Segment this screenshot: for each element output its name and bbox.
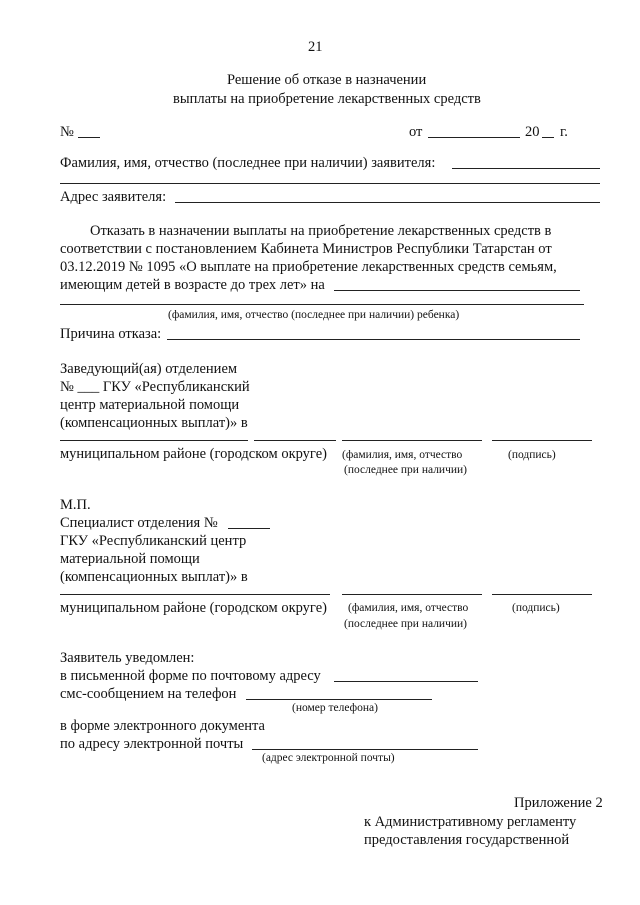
specialist-line-4: (компенсационных выплат)» в bbox=[60, 569, 248, 585]
notified-title: Заявитель уведомлен: bbox=[60, 650, 195, 666]
specialist-signature-blank bbox=[492, 594, 592, 595]
phone-caption: (номер телефона) bbox=[292, 702, 378, 714]
email-caption: (адрес электронной почты) bbox=[262, 752, 395, 764]
specialist-signature-caption: (подпись) bbox=[512, 602, 560, 614]
head-fio-caption-1: (фамилия, имя, отчество bbox=[342, 449, 463, 461]
applicant-address-label: Адрес заявителя: bbox=[60, 189, 167, 205]
number-label: № bbox=[60, 124, 74, 140]
notified-electronic-line-2: по адресу электронной почты bbox=[60, 736, 244, 752]
body-line-4: имеющим детей в возрасте до трех лет» на bbox=[60, 277, 325, 293]
title-line-2: выплаты на приобретение лекарственных средств bbox=[173, 91, 481, 107]
body-line-2: соответствии с постановлением Кабинета Министров Республики Татарстан от bbox=[60, 241, 552, 257]
year-label: 20 bbox=[525, 124, 540, 140]
specialist-fio-caption-1: (фамилия, имя, отчество bbox=[348, 602, 469, 614]
child-name-blank-2 bbox=[60, 304, 584, 305]
applicant-address-blank bbox=[175, 202, 600, 203]
date-blank bbox=[428, 137, 520, 138]
appendix-line-2: к Административному регламенту bbox=[364, 814, 577, 830]
specialist-district-blank bbox=[60, 594, 330, 595]
notified-email-blank bbox=[252, 749, 478, 750]
notified-sms-label: смс-сообщением на телефон bbox=[60, 686, 237, 702]
head-district-label: муниципальном районе (городском округе) bbox=[60, 446, 327, 462]
year-blank bbox=[542, 137, 554, 138]
body-line-3: 03.12.2019 № 1095 «О выплате на приобретение лекарственных средств семьям, bbox=[60, 259, 557, 275]
year-suffix: г. bbox=[560, 124, 568, 140]
head-line-1: Заведующий(ая) отделением bbox=[60, 361, 238, 377]
specialist-line-2: ГКУ «Республиканский центр bbox=[60, 533, 247, 549]
notified-electronic-line-1: в форме электронного документа bbox=[60, 718, 265, 734]
refusal-reason-blank bbox=[167, 339, 580, 340]
refusal-reason-label: Причина отказа: bbox=[60, 326, 162, 342]
appendix-line-1: Приложение 2 bbox=[514, 795, 603, 811]
applicant-fio-blank bbox=[452, 168, 600, 169]
notified-phone-blank bbox=[246, 699, 432, 700]
specialist-line-1: Специалист отделения № bbox=[60, 515, 218, 531]
child-name-blank bbox=[334, 290, 580, 291]
applicant-fio-label: Фамилия, имя, отчество (последнее при наличии) заявителя: bbox=[60, 155, 436, 171]
head-fio-blank bbox=[342, 440, 482, 441]
notified-postal-label: в письменной форме по почтовому адресу bbox=[60, 668, 321, 684]
head-district-blank-2 bbox=[254, 440, 336, 441]
notified-postal-blank bbox=[334, 681, 478, 682]
head-district-blank bbox=[60, 440, 248, 441]
specialist-district-label: муниципальном районе (городском округе) bbox=[60, 600, 327, 616]
head-line-4: (компенсационных выплат)» в bbox=[60, 415, 248, 431]
child-name-caption: (фамилия, имя, отчество (последнее при наличии) ребенка) bbox=[168, 309, 460, 321]
body-line-1: Отказать в назначении выплаты на приобретение лекарственных средств в bbox=[90, 223, 552, 239]
specialist-fio-caption-2: (последнее при наличии) bbox=[344, 618, 468, 630]
applicant-fio-blank-2 bbox=[60, 183, 600, 184]
head-signature-blank bbox=[492, 440, 592, 441]
specialist-line-3: материальной помощи bbox=[60, 551, 200, 567]
appendix-line-3: предоставления государственной bbox=[364, 832, 570, 848]
head-line-3: центр материальной помощи bbox=[60, 397, 240, 413]
head-line-2: № ___ ГКУ «Республиканский bbox=[60, 379, 250, 395]
page-number: 21 bbox=[308, 39, 323, 55]
specialist-fio-blank bbox=[342, 594, 482, 595]
stamp-mark: М.П. bbox=[60, 497, 91, 513]
head-signature-caption: (подпись) bbox=[508, 449, 556, 461]
number-blank bbox=[78, 137, 100, 138]
head-fio-caption-2: (последнее при наличии) bbox=[344, 464, 468, 476]
date-from-label: от bbox=[409, 124, 423, 140]
title-line-1: Решение об отказе в назначении bbox=[227, 72, 427, 88]
specialist-number-blank bbox=[228, 528, 270, 529]
